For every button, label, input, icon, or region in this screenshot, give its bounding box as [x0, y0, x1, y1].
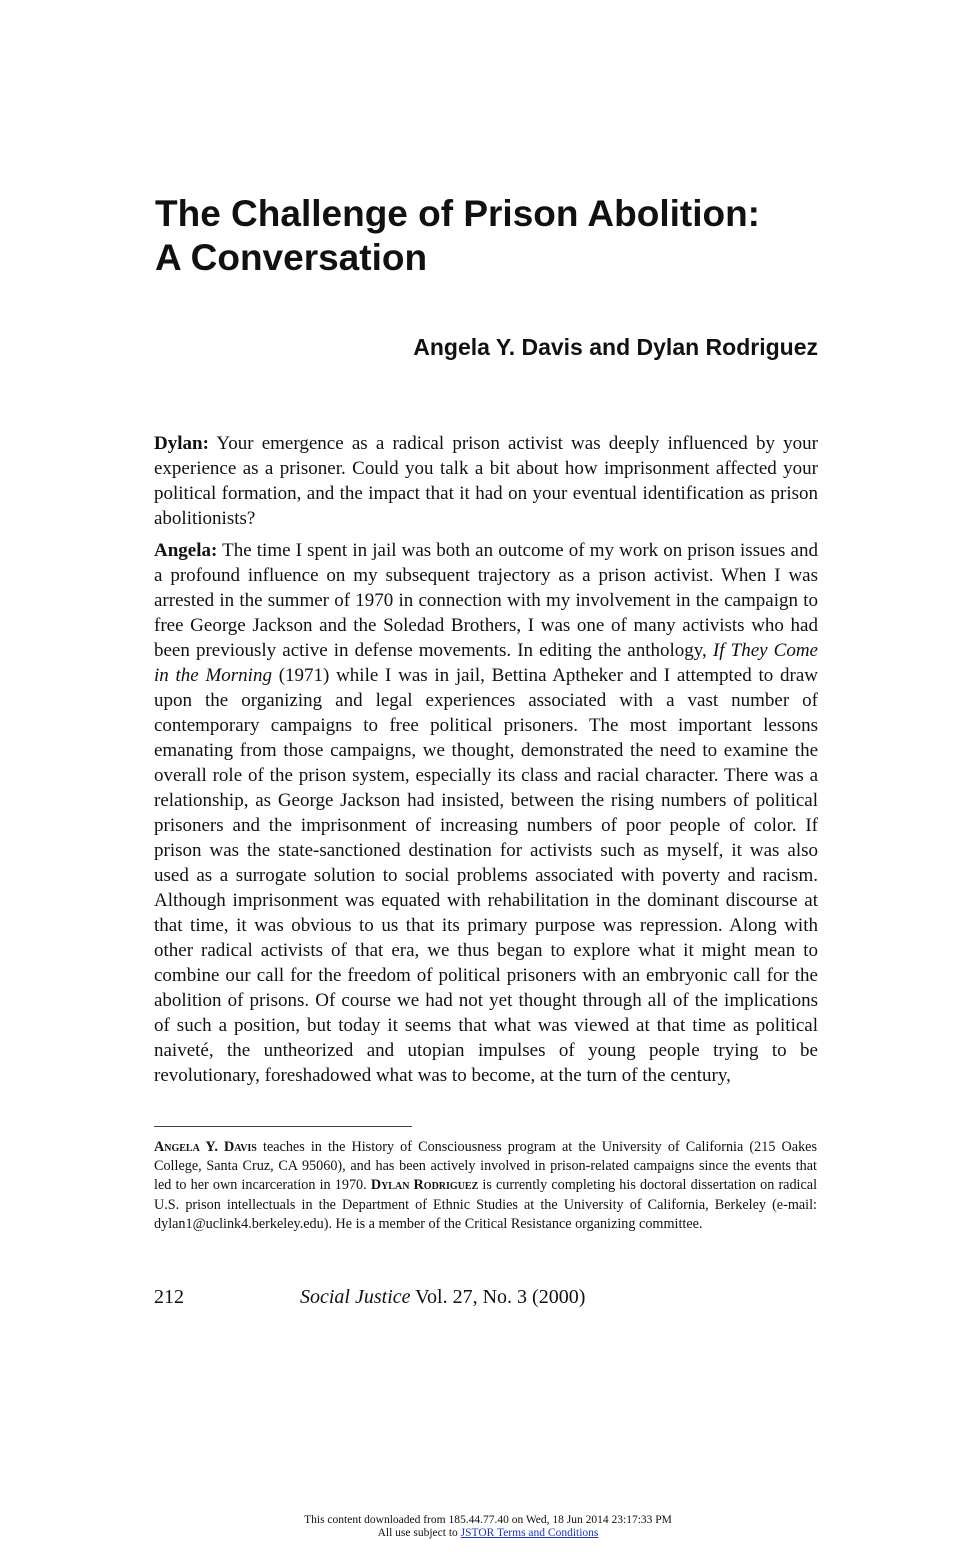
article-authors: Angela Y. Davis and Dylan Rodriguez: [413, 334, 818, 360]
dialogue-text: Your emergence as a radical prison activist was deeply influenced by your experience as a prisoner. Could you talk a bit about how imprisonment affected your political formation, and the impact that it had on your eventual identification as prison abolitionists?: [154, 433, 818, 529]
dialogue-text: (1971) while I was in jail, Bettina Aptheker and I attempted to draw upon the organizing and legal experiences associated with a vast number of contemporary campaigns to free political prisoners. The most important lessons emanating from those campaigns, we thought, demonstrated the need to examine the overall role of the prison system, especially its class and racial character. There was a relationship, as George Jackson had insisted, between the rising numbers of political prisoners and the imprisonment of increasing numbers of poor people of color. If prison was the state-sanctioned destination for activists such as myself, it was also used as a surrogate solution to social problems associated with poverty and racism. Although imprisonment was equated with rehabilitation in the dominant discourse at that time, it was obvious to us that its primary purpose was repression. Along with other radical activists of that era, we thus began to explore what it might mean to combine our call for the freedom of political prisoners with an embryonic call for the abolition of prisons. Of course we had not yet thought through all of the implications of such a position, but today it seems that what was viewed at that time as political naiveté, the untheorized and utopian impulses of young people trying to be revolutionary, foreshadowed what was to become, at the turn of the century,: [154, 665, 818, 1086]
footnote-text: is currently completing his doctoral dissertation on radical U.S. prison intellectuals in the Department of Ethnic Studies at the University of California, Berkeley (e-mail: dylan1@uclink4.berkeley.edu). He is a member of the Critical Resistance organizing committee.: [154, 1177, 818, 1232]
footnote-text: teaches in the History of Consciousness program at the University of California (215 Oakes College, Santa Cruz, CA 95060), and has been actively involved in prison-related campaigns since the events that led to her own incarceration in 1970.: [154, 1139, 817, 1194]
dialogue-text: The time I spent in jail was both an outcome of my work on prison issues and a profound influence on my subsequent trajectory as a prison activist. When I was arrested in the summer of 1970 in connection with my involvement in the campaign to free George Jackson and the Soledad Brothers, I was one of many activists who had been previously active in defense movements. In editing the anthology,: [154, 540, 818, 661]
journal-citation: [300, 1284, 585, 1310]
title-line-1: The Challenge of Prison Abolition:: [155, 193, 761, 234]
author-footnote: [154, 1138, 817, 1234]
book-title: If They Come in the Morning: [154, 640, 818, 686]
dialogue-turn-dylan: [154, 431, 818, 531]
speaker-label: Angela:: [154, 540, 218, 561]
dialogue-turn-angela: [154, 538, 818, 1088]
jstor-notice: [0, 1514, 976, 1540]
article-body: [154, 431, 818, 1095]
speaker-label: Dylan:: [154, 433, 209, 454]
journal-volume: Vol. 27, No. 3 (2000): [415, 1286, 586, 1308]
footnote-author-name: Dylan Rodriguez: [370, 1177, 479, 1194]
journal-name: Social Justice: [300, 1286, 411, 1308]
title-line-2: A Conversation: [155, 237, 428, 278]
footnote-divider: [154, 1126, 412, 1127]
footnote-author-name: Angela Y. Davis: [154, 1139, 257, 1155]
terms-line: [0, 1527, 976, 1540]
jstor-terms-link[interactable]: JSTOR Terms and Conditions: [460, 1527, 599, 1539]
page-number: 212: [154, 1286, 184, 1308]
article-title: [155, 192, 835, 280]
terms-prefix: All use subject to: [377, 1527, 458, 1539]
download-info: This content downloaded from 185.44.77.40 on Wed, 18 Jun 2014 23:17:33 PM: [304, 1514, 672, 1526]
